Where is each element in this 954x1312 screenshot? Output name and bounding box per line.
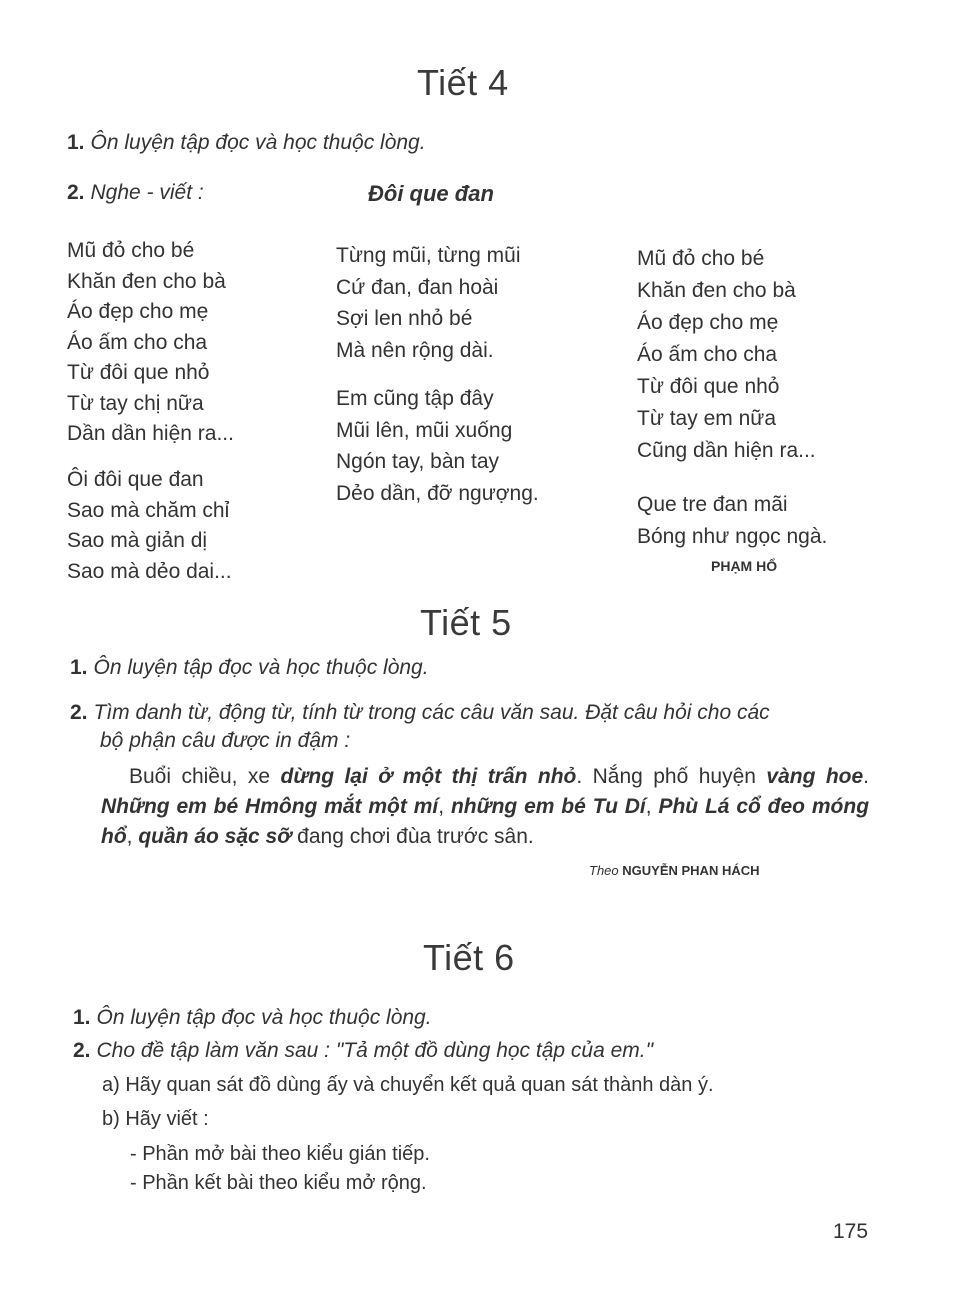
- passage: [101, 762, 869, 852]
- tiet5-item-2: [70, 701, 770, 725]
- poem-line: Áo đẹp cho mẹ: [67, 300, 209, 323]
- page-number: 175: [833, 1220, 869, 1243]
- poem-col2-stanza2: [336, 383, 539, 509]
- poem-line: Dẻo dần, đỡ ngượng.: [336, 481, 539, 505]
- poem-line: Từ tay chị nữa: [67, 391, 204, 415]
- section-heading-tiet-4: Tiết 4: [417, 62, 509, 103]
- poem-line: Cũng dần hiện ra...: [637, 439, 816, 462]
- item-number: 2.: [73, 1039, 91, 1062]
- poem-line: Từ tay em nữa: [637, 407, 776, 430]
- poem-col2-stanza1: [336, 240, 521, 366]
- passage-bold: vàng hoe: [766, 765, 864, 788]
- passage-text: ,: [645, 795, 652, 818]
- item-text: bộ phận câu được in đậm :: [100, 729, 351, 752]
- poem-line: Áo ấm cho cha: [637, 343, 778, 366]
- poem-line: Từng mũi, từng mũi: [336, 244, 521, 267]
- poem-line: Bóng như ngọc ngà.: [637, 525, 828, 548]
- poem-line: Khăn đen cho bà: [637, 279, 796, 302]
- poem-line: Mũ đỏ cho bé: [637, 247, 765, 270]
- passage-bold: Những em bé Hmông mắt một mí: [101, 795, 439, 818]
- poem-line: Áo ấm cho cha: [67, 330, 208, 354]
- tiet4-item-1: [67, 131, 426, 155]
- poem-col3-stanza1: [637, 243, 816, 467]
- item-text: Ôn luyện tập đọc và học thuộc lòng.: [90, 131, 426, 154]
- tiet6-sub-b-2: - Phần kết bài theo kiểu mở rộng.: [130, 1172, 427, 1194]
- section-heading-tiet-6: Tiết 6: [423, 937, 515, 978]
- poem-title: Đôi que đan: [368, 181, 494, 206]
- poem-col1-stanza2: [67, 465, 232, 587]
- passage-bold: dừng lại ở một thị trấn nhỏ: [280, 765, 577, 788]
- attribution-name: NGUYỄN PHAN HÁCH: [622, 863, 760, 878]
- passage-text: ,: [438, 795, 451, 818]
- poem-col3-stanza2: [637, 489, 827, 553]
- item-number: 2.: [67, 181, 85, 204]
- item-text: Nghe - viết :: [90, 181, 204, 204]
- poem-line: Em cũng tập đây: [336, 387, 494, 410]
- poem-line: Sợi len nhỏ bé: [336, 307, 473, 330]
- tiet6-sub-a: a) Hãy quan sát đồ dùng ấy và chuyển kết quả quan sát thành dàn ý.: [102, 1074, 714, 1096]
- item-number: 1.: [70, 656, 88, 679]
- passage-attribution: [589, 863, 760, 878]
- item-text: Ôn luyện tập đọc và học thuộc lòng.: [93, 656, 429, 679]
- tiet5-item-1: [70, 656, 429, 680]
- poem-col1-stanza1: [67, 236, 234, 450]
- item-number: 1.: [67, 131, 85, 154]
- poem-line: Que tre đan mãi: [637, 493, 788, 516]
- item-number: 2.: [70, 701, 88, 724]
- item-text: Cho đề tập làm văn sau : "Tả một đồ dùng học tập của em.": [96, 1039, 654, 1062]
- poem-line: Khăn đen cho bà: [67, 269, 226, 293]
- passage-bold: những em bé Tu Dí: [450, 795, 646, 818]
- passage-text: . Nắng phố huyện: [576, 765, 756, 788]
- poem-author: PHẠM HỔ: [711, 558, 778, 574]
- passage-bold: Phù Lá cổ đeo móng hổ: [101, 795, 870, 848]
- tiet6-sub-b: b) Hãy viết :: [102, 1108, 209, 1130]
- passage-bold: quần áo sặc sỡ: [138, 825, 292, 848]
- poem-line: Sao mà giản dị: [67, 529, 208, 552]
- passage-text: .: [863, 765, 870, 788]
- item-text: Ôn luyện tập đọc và học thuộc lòng.: [96, 1006, 432, 1029]
- poem-line: Cứ đan, đan hoài: [336, 275, 499, 299]
- tiet6-sub-b-1: - Phần mở bài theo kiểu gián tiếp.: [130, 1143, 430, 1165]
- tiet6-item-2: [73, 1039, 653, 1063]
- poem-line: Mũi lên, mũi xuống: [336, 418, 513, 442]
- poem-line: Mũ đỏ cho bé: [67, 239, 195, 262]
- item-text: Tìm danh từ, động từ, tính từ trong các câu văn sau. Đặt câu hỏi cho các: [93, 701, 770, 724]
- poem-line: Dần dần hiện ra...: [67, 422, 234, 445]
- passage-text: ,: [126, 825, 139, 848]
- poem-line: Từ đôi que nhỏ: [67, 361, 210, 384]
- passage-text: Buổi chiều, xe: [129, 765, 281, 788]
- tiet6-item-1: [73, 1006, 432, 1030]
- tiet4-item-2: [67, 181, 204, 205]
- poem-line: Áo đẹp cho mẹ: [637, 311, 779, 334]
- poem-line: Sao mà dẻo dai...: [67, 559, 232, 583]
- poem-line: Từ đôi que nhỏ: [637, 375, 780, 398]
- poem-line: Sao mà chăm chỉ: [67, 498, 230, 522]
- poem-line: Mà nên rộng dài.: [336, 338, 494, 362]
- tiet5-item-2-cont: [100, 729, 350, 753]
- section-heading-tiet-5: Tiết 5: [420, 602, 512, 643]
- item-number: 1.: [73, 1006, 91, 1029]
- poem-line: Ngón tay, bàn tay: [336, 450, 500, 473]
- passage-text: đang chơi đùa trước sân.: [291, 825, 534, 848]
- attribution-prefix: Theo: [589, 863, 619, 878]
- poem-line: Ôi đôi que đan: [67, 468, 204, 491]
